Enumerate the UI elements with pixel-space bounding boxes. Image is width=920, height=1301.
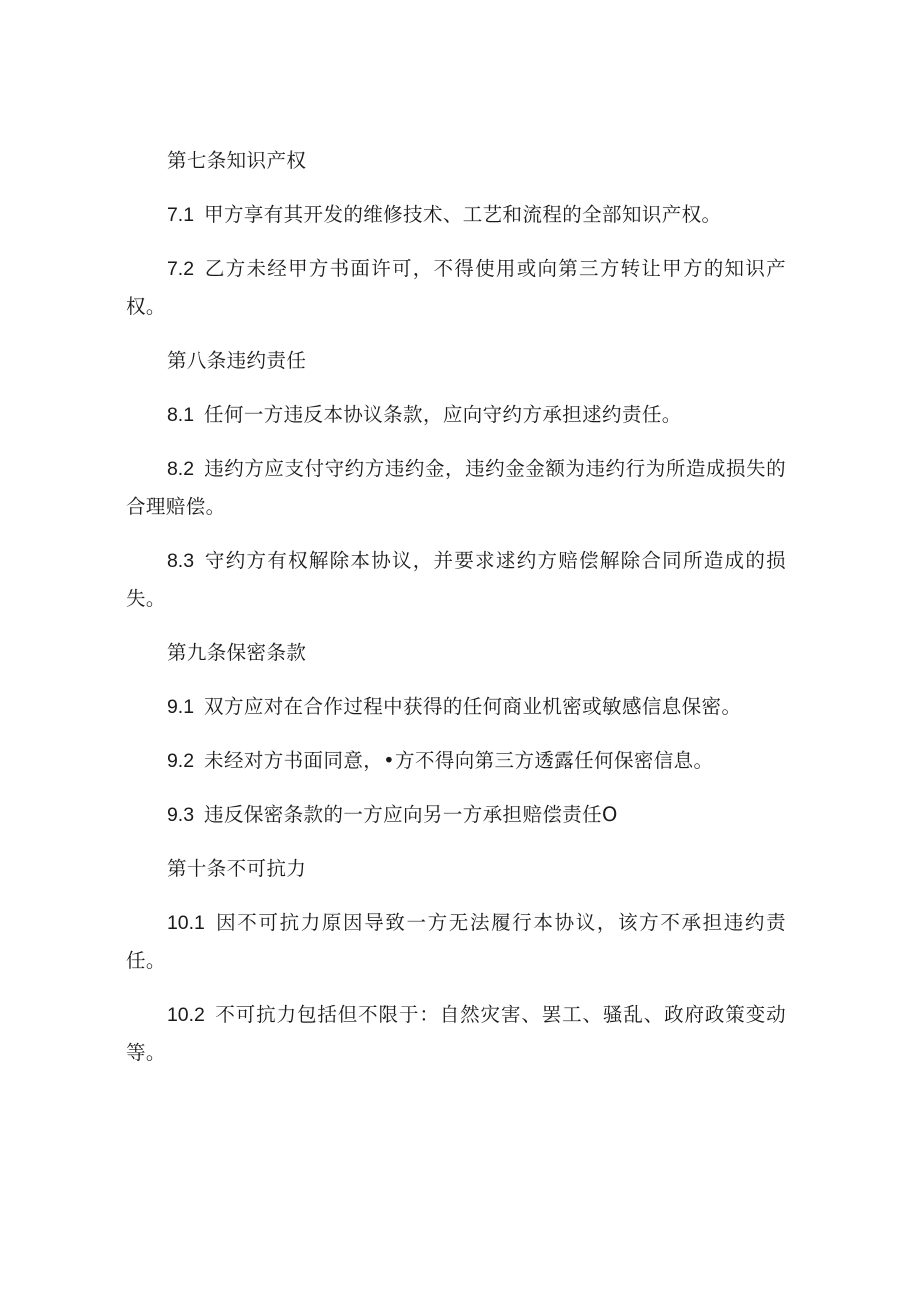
- clause-9-1: [126, 688, 786, 726]
- clause-text: 乙方未经甲方书面许可，不得使用或向第三方转让甲方的知识产权。: [126, 257, 786, 318]
- clause-text: 因不可抗力原因导致一方无法履行本协议，该方不承担违约责任。: [126, 911, 786, 972]
- section-heading-10: 第十条不可抗力: [166, 857, 307, 880]
- document-body: [126, 142, 786, 1088]
- clause-number: 10.2: [166, 1004, 205, 1026]
- clause-8-2: [126, 450, 786, 526]
- section-heading-8: 第八条违约责任: [166, 349, 307, 372]
- section-heading-9: 第九条保密条款: [166, 641, 307, 664]
- clause-number: 7.2: [166, 258, 195, 280]
- clause-8-3: [126, 542, 786, 618]
- clause-text: 双方应对在合作过程中获得的任何商业机密或敏感信息保密。: [204, 695, 742, 718]
- section-heading-7: 第七条知识产权: [166, 149, 307, 172]
- clause-8-1: [126, 396, 786, 434]
- clause-text: 任何一方违反本协议条款，应向守约方承担逑约责任。: [204, 403, 682, 426]
- clause-text: 违约方应支付守约方违约金，违约金金额为违约行为所造成损失的合理赔偿。: [126, 457, 786, 518]
- clause-7-2: [126, 250, 786, 326]
- clause-10-1: [126, 904, 786, 980]
- clause-7-1: [126, 196, 786, 234]
- clause-text: 未经对方书面同意，•方不得向第三方透露任何保密信息。: [204, 749, 714, 772]
- clause-number: 8.1: [166, 404, 195, 426]
- clause-number: 9.2: [166, 750, 195, 772]
- clause-number: 10.1: [166, 912, 205, 934]
- clause-text: 甲方享有其开发的维修技术、工艺和流程的全部知识产权。: [204, 203, 722, 226]
- clause-number: 8.3: [166, 550, 195, 572]
- clause-9-2: [126, 742, 786, 780]
- clause-number: 9.3: [166, 804, 195, 826]
- clause-9-3: [126, 796, 786, 834]
- clause-text: 违反保密条款的一方应向另一方承担赔偿责任O: [204, 803, 618, 826]
- clause-text: 不可抗力包括但不限于：自然灾害、罢工、骚乱、政府政策变动等。: [126, 1003, 786, 1064]
- clause-number: 8.2: [166, 458, 195, 480]
- clause-10-2: [126, 996, 786, 1072]
- clause-number: 7.1: [166, 204, 195, 226]
- clause-number: 9.1: [166, 696, 195, 718]
- clause-text: 守约方有权解除本协议，并要求逑约方赔偿解除合同所造成的损失。: [126, 549, 786, 610]
